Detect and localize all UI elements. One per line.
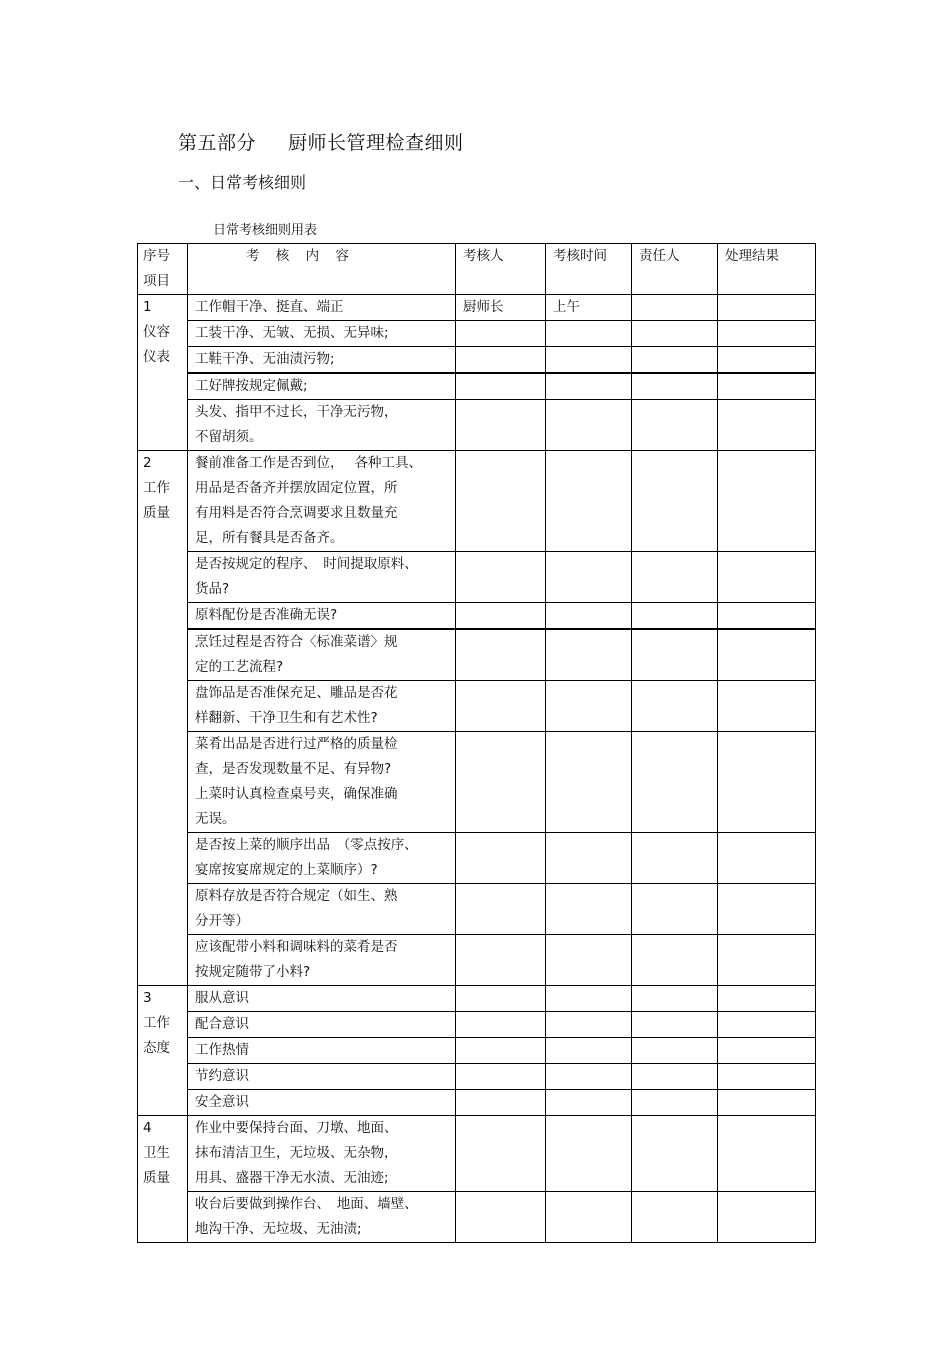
- content-line: 货品?: [195, 581, 230, 597]
- time-cell: [546, 1090, 632, 1116]
- inspector-cell: [456, 935, 546, 986]
- table-row: [138, 1038, 816, 1064]
- responsible-cell: [632, 400, 718, 451]
- time-cell: [546, 1192, 632, 1243]
- table-row: [138, 986, 816, 1012]
- category-num: 4: [143, 1120, 152, 1136]
- time-cell: [546, 1064, 632, 1090]
- category-name1: 卫生: [143, 1145, 170, 1161]
- content-line: 抹布清洁卫生，无垃圾、无杂物，: [195, 1145, 398, 1161]
- content-line: 地沟干净、无垃圾、无油渍;: [195, 1221, 362, 1237]
- result-cell: [718, 935, 816, 986]
- time-cell: [546, 732, 632, 833]
- content-cell: [188, 629, 456, 681]
- category-num: 2: [143, 455, 152, 471]
- content-line: 宴席按宴席规定的上菜顺序）?: [195, 862, 378, 878]
- responsible-cell: [632, 1012, 718, 1038]
- table-row: [138, 451, 816, 552]
- content-cell: [188, 373, 456, 400]
- content-line: 节约意识: [195, 1068, 249, 1084]
- inspector-cell: [456, 1116, 546, 1192]
- result-cell: [718, 1038, 816, 1064]
- content-line: 服从意识: [195, 990, 249, 1006]
- result-cell: [718, 451, 816, 552]
- result-cell: [718, 1064, 816, 1090]
- inspector-cell: [456, 986, 546, 1012]
- content-cell: [188, 1064, 456, 1090]
- content-line: 无误。: [195, 811, 236, 827]
- table-row: [138, 603, 816, 630]
- responsible-cell: [632, 629, 718, 681]
- content-cell: [188, 1090, 456, 1116]
- header-inspector: 考核人: [456, 244, 546, 295]
- content-line: 配合意识: [195, 1016, 249, 1032]
- responsible-cell: [632, 347, 718, 374]
- inspector-cell: [456, 373, 546, 400]
- inspector-cell: [456, 321, 546, 347]
- responsible-cell: [632, 833, 718, 884]
- table-row: [138, 1116, 816, 1192]
- content-line: 按规定随带了小料?: [195, 964, 311, 980]
- category-num: 1: [143, 299, 152, 315]
- category-cell: [138, 986, 188, 1116]
- inspector-cell: [456, 552, 546, 603]
- content-line: 原料配份是否准确无误?: [195, 607, 338, 623]
- content-cell: [188, 295, 456, 321]
- table-row: [138, 552, 816, 603]
- inspector-cell: [456, 451, 546, 552]
- time-cell: [546, 681, 632, 732]
- content-line: 用品是否备齐并摆放固定位置，所: [195, 480, 398, 496]
- content-cell: [188, 603, 456, 630]
- result-cell: [718, 552, 816, 603]
- result-cell: [718, 732, 816, 833]
- inspector-cell: [456, 1012, 546, 1038]
- content-line: 用具、盛器干净无水渍、无油迹;: [195, 1170, 389, 1186]
- result-cell: [718, 373, 816, 400]
- content-line: 工作热情: [195, 1042, 249, 1058]
- time-cell: [546, 347, 632, 374]
- inspector-cell: [456, 1090, 546, 1116]
- content-line: 菜肴出品是否进行过严格的质量检: [195, 736, 398, 752]
- inspector-cell: [456, 603, 546, 630]
- table-row: [138, 681, 816, 732]
- inspector-cell: [456, 1038, 546, 1064]
- header-result: 处理结果: [718, 244, 816, 295]
- header-seq-line2: 项目: [143, 273, 170, 289]
- table-row: [138, 321, 816, 347]
- time-cell: [546, 1012, 632, 1038]
- content-line: 有用料是否符合烹调要求且数量充: [195, 505, 398, 521]
- table-caption: 日常考核细则用表: [213, 223, 318, 238]
- content-cell: [188, 400, 456, 451]
- result-cell: [718, 1192, 816, 1243]
- content-cell: [188, 347, 456, 374]
- time-cell: [546, 400, 632, 451]
- time-cell: [546, 373, 632, 400]
- responsible-cell: [632, 732, 718, 833]
- content-line: 是否按规定的程序、 时间提取原料、: [195, 556, 418, 572]
- result-cell: [718, 1012, 816, 1038]
- category-cell: [138, 451, 188, 986]
- result-cell: [718, 321, 816, 347]
- inspector-cell: [456, 1064, 546, 1090]
- content-cell: [188, 833, 456, 884]
- result-cell: [718, 295, 816, 321]
- inspector-cell: [456, 1192, 546, 1243]
- content-cell: [188, 884, 456, 935]
- table-row: [138, 1064, 816, 1090]
- inspector-cell: [456, 732, 546, 833]
- content-line: 盘饰品是否准保充足、雕品是否花: [195, 685, 398, 701]
- result-cell: [718, 347, 816, 374]
- table-row: [138, 400, 816, 451]
- category-name2: 态度: [143, 1040, 170, 1056]
- content-cell: [188, 1038, 456, 1064]
- time-cell: [546, 986, 632, 1012]
- responsible-cell: [632, 1116, 718, 1192]
- category-cell: [138, 295, 188, 451]
- result-cell: [718, 986, 816, 1012]
- inspector-cell: [456, 833, 546, 884]
- inspector-cell: [456, 629, 546, 681]
- content-cell: [188, 986, 456, 1012]
- content-line: 原料存放是否符合规定（如生、熟: [195, 888, 398, 904]
- responsible-cell: [632, 373, 718, 400]
- result-cell: [718, 629, 816, 681]
- page-title: [178, 128, 464, 155]
- category-name1: 仪容: [143, 324, 170, 340]
- result-cell: [718, 400, 816, 451]
- content-cell: [188, 935, 456, 986]
- inspector-cell: [456, 681, 546, 732]
- table-row: [138, 373, 816, 400]
- content-line: 样翻新、干净卫生和有艺术性?: [195, 710, 378, 726]
- responsible-cell: [632, 552, 718, 603]
- category-name2: 质量: [143, 505, 170, 521]
- responsible-cell: [632, 1064, 718, 1090]
- result-cell: [718, 603, 816, 630]
- content-line: 工作帽干净、挺直、端正: [195, 299, 344, 315]
- table-row: [138, 935, 816, 986]
- table-row: [138, 629, 816, 681]
- header-seq-line1: 序号: [143, 248, 170, 264]
- time-cell: [546, 1038, 632, 1064]
- content-cell: [188, 732, 456, 833]
- content-line: 安全意识: [195, 1094, 249, 1110]
- content-cell: [188, 1192, 456, 1243]
- content-line: 烹饪过程是否符合〈标准菜谱〉规: [195, 634, 398, 650]
- table-row: [138, 295, 816, 321]
- content-cell: [188, 1012, 456, 1038]
- inspector-cell: [456, 400, 546, 451]
- responsible-cell: [632, 1038, 718, 1064]
- content-line: 工好牌按规定佩戴;: [195, 378, 308, 394]
- category-name1: 工作: [143, 480, 170, 496]
- responsible-cell: [632, 681, 718, 732]
- category-cell: [138, 1116, 188, 1243]
- result-cell: [718, 1090, 816, 1116]
- content-line: 头发、指甲不过长，干净无污物，: [195, 404, 398, 420]
- responsible-cell: [632, 1192, 718, 1243]
- category-name2: 仪表: [143, 349, 170, 365]
- responsible-cell: [632, 935, 718, 986]
- inspector-cell: 厨师长: [456, 295, 546, 321]
- content-cell: [188, 552, 456, 603]
- content-line: 工装干净、无皱、无损、无异味;: [195, 325, 389, 341]
- title-name: 厨师长管理检查细则: [288, 132, 464, 154]
- time-cell: [546, 629, 632, 681]
- content-line: 收台后要做到操作台、 地面、墙壁、: [195, 1196, 418, 1212]
- time-cell: [546, 552, 632, 603]
- header-content: 考 核 内 容: [188, 244, 456, 295]
- content-cell: [188, 681, 456, 732]
- content-cell: [188, 321, 456, 347]
- header-seq: [138, 244, 188, 295]
- result-cell: [718, 884, 816, 935]
- category-name1: 工作: [143, 1015, 170, 1031]
- table-body: [138, 295, 816, 1243]
- content-line: 是否按上菜的顺序出品 （零点按序、: [195, 837, 418, 853]
- content-line: 不留胡须。: [195, 429, 263, 445]
- time-cell: [546, 451, 632, 552]
- table-row: [138, 347, 816, 374]
- result-cell: [718, 833, 816, 884]
- content-line: 应该配带小料和调味料的菜肴是否: [195, 939, 398, 955]
- table-row: [138, 884, 816, 935]
- responsible-cell: [632, 1090, 718, 1116]
- inspector-cell: [456, 347, 546, 374]
- content-line: 作业中要保持台面、刀墩、地面、: [195, 1120, 398, 1136]
- category-name2: 质量: [143, 1170, 170, 1186]
- time-cell: [546, 603, 632, 630]
- responsible-cell: [632, 884, 718, 935]
- title-part: 第五部分: [178, 132, 257, 154]
- section-heading: 一、日常考核细则: [178, 173, 307, 192]
- content-cell: [188, 1116, 456, 1192]
- time-cell: [546, 321, 632, 347]
- content-line: 定的工艺流程?: [195, 659, 284, 675]
- assessment-table: [137, 243, 816, 1243]
- result-cell: [718, 1116, 816, 1192]
- time-cell: [546, 833, 632, 884]
- time-cell: [546, 935, 632, 986]
- time-cell: [546, 1116, 632, 1192]
- table-row: [138, 1090, 816, 1116]
- time-cell: 上午: [546, 295, 632, 321]
- content-line: 餐前准备工作是否到位， 各种工具、: [195, 455, 423, 471]
- header-time: 考核时间: [546, 244, 632, 295]
- content-line: 足，所有餐具是否备齐。: [195, 530, 344, 546]
- category-num: 3: [143, 990, 152, 1006]
- table-row: [138, 1192, 816, 1243]
- table-row: [138, 833, 816, 884]
- content-line: 上菜时认真检查桌号夹，确保准确: [195, 786, 398, 802]
- content-line: 分开等）: [195, 913, 249, 929]
- table-row: [138, 1012, 816, 1038]
- result-cell: [718, 681, 816, 732]
- content-cell: [188, 451, 456, 552]
- table-row: [138, 732, 816, 833]
- content-line: 查，是否发现数量不足、有异物?: [195, 761, 392, 777]
- responsible-cell: [632, 451, 718, 552]
- time-cell: [546, 884, 632, 935]
- header-responsible: 责任人: [632, 244, 718, 295]
- header-row: [138, 244, 816, 295]
- responsible-cell: [632, 321, 718, 347]
- inspector-cell: [456, 884, 546, 935]
- responsible-cell: [632, 295, 718, 321]
- content-line: 工鞋干净、无油渍污物;: [195, 351, 335, 367]
- responsible-cell: [632, 603, 718, 630]
- responsible-cell: [632, 986, 718, 1012]
